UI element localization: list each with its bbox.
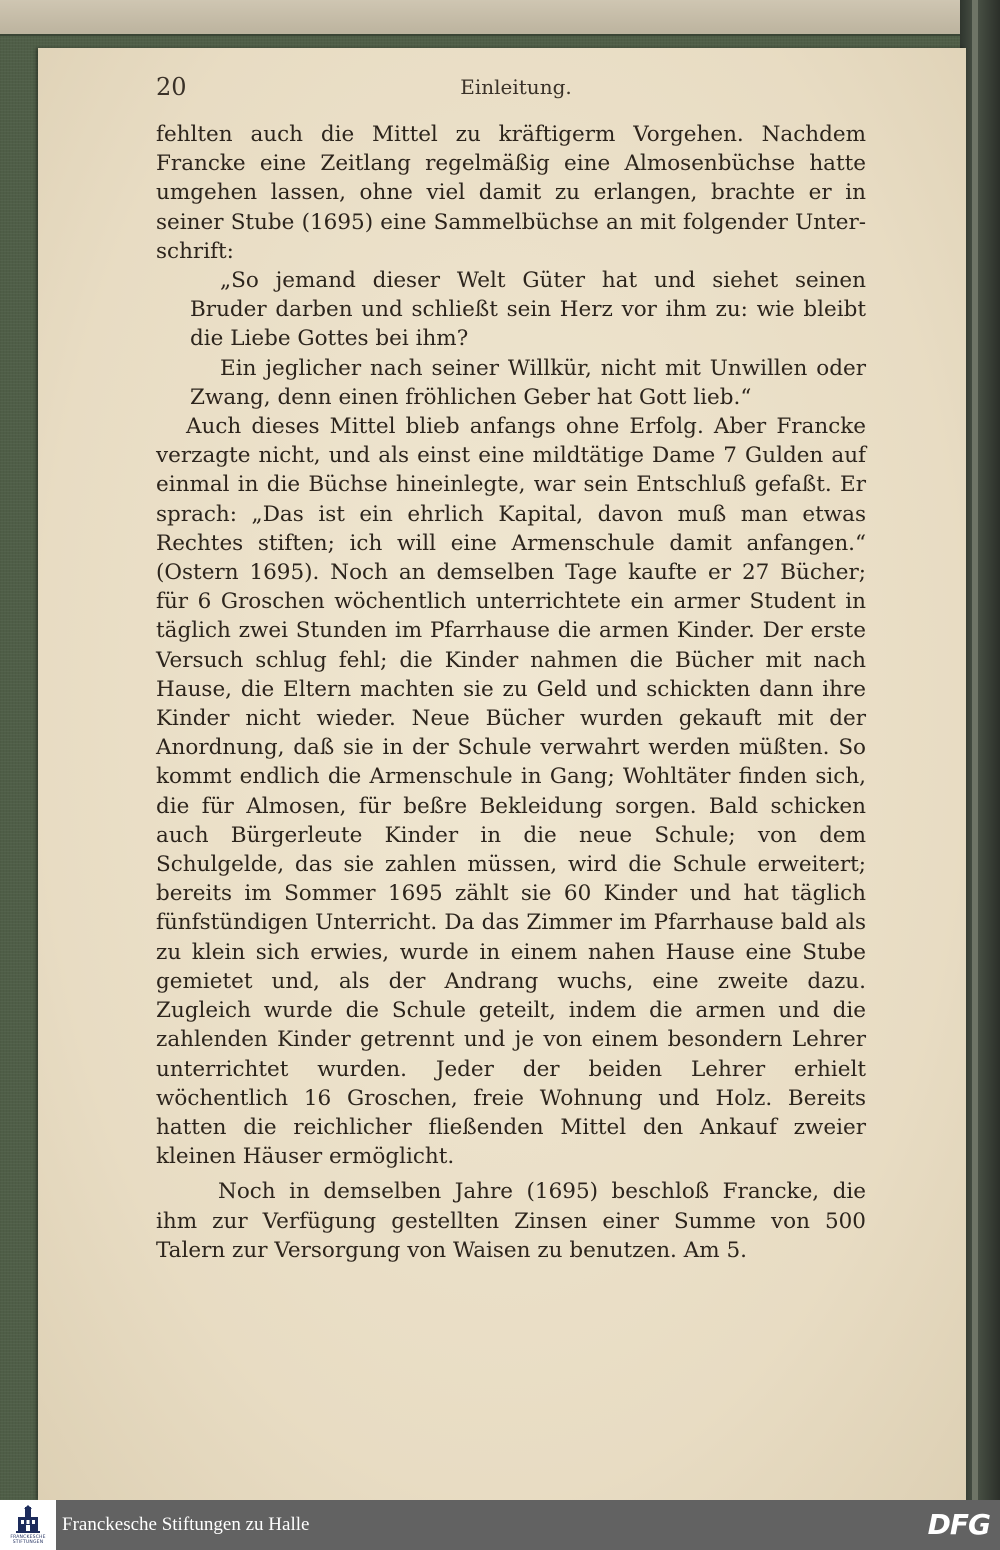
quote-paragraph: Ein jeglicher nach seiner Willkür, nicht mit Unwillen oder Zwang, denn einen fröhlichen Geber hat Gott lieb.“ — [190, 355, 866, 410]
quotation — [156, 266, 866, 412]
page-number: 20 — [156, 73, 187, 101]
scan-right-edge — [960, 0, 1000, 1500]
paragraph: fehlten auch die Mittel zu kräftigerm Vorgehen. Nachdem Francke eine Zeitlang regelmäßig eine Almosenbüchse hatte umgehen lassen, ohne viel damit zu erlangen, brachte er in seiner Stube (1695) eine Sammelbüchse an mit folgender Unterschrift: — [156, 122, 866, 264]
paragraph: Noch in demselben Jahre (1695) beschloß Francke, die ihm zur Verfügung gestellten Zinsen einer Summe von 500 Talern zur Versorgung von Waisen zu benutzen. Am 5. — [156, 1179, 866, 1263]
viewer-footer — [0, 1500, 1000, 1550]
page-header — [156, 70, 866, 104]
quote-paragraph: „So jemand dieser Welt Güter hat und siehet seinen Bruder darben und schließt sein Herz vor ihm zu: wie bleibt die Liebe Gottes bei ihm? — [190, 268, 866, 352]
institution-logo[interactable] — [0, 1500, 56, 1550]
institution-name[interactable]: Franckesche Stiftungen zu Halle — [62, 1514, 310, 1535]
paragraph: Auch dieses Mittel blieb anfangs ohne Erfolg. Aber Francke verzagte nicht, und als einst eine mildtätige Dame 7 Gulden auf einmal in die Büchse hineinlegte, war sein Entschluß gefaßt. Er sprach: „Das ist ein ehrlich Kapital, davon muß man etwas Rechtes stiften; ich will eine Armenschule damit anfangen.“ (Ostern 1695). Noch an demselben Tage kaufte er 27 Bücher; für 6 Groschen wöchentlich unterrichtete ein armer Student in täglich zwei Stunden im Pfarrhause die armen Kinder. Der erste Versuch schlug fehl; die Kinder nahmen die Bücher mit nach Hause, die Eltern machten sie zu Geld und schickten dann ihre Kinder nicht wieder. Neue Bücher wurden gekauft mit der Anordnung, daß sie in der Schule verwahrt werden müßten. So kommt endlich die Armenschule in Gang; Wohltäter finden sich, die für Almosen, für beßre Bekleidung sorgen. Bald schicken auch Bürgerleute Kinder in die neue Schule; von dem Schulgelde, das sie zahlen müssen, wird die Schule erweitert; bereits im Sommer 1695 zählt sie 60 Kinder und hat täglich fünfstündigen Unterricht. Da das Zimmer im Pfarrhause bald als zu klein sich erwies, wurde in einem nahen Hause eine Stube gemietet und, als der Andrang wuchs, eine zweite dazu. Zugleich wurde die Schule geteilt, indem die armen und die zahlenden Kinder getrennt und je von einem besondern Lehrer unterrichtet wurden. Jeder der beiden Lehrer erhielt wöchentlich 16 Groschen, freie Wohnung und Holz. Bereits hatten die reichlicher fließenden Mittel den Ankauf zweier kleinen Häuser ermöglicht. — [156, 414, 866, 1170]
logo-text: FRANCKESCHE STIFTUNGEN — [10, 1535, 46, 1545]
franckesche-stiftungen-logo-icon — [15, 1505, 41, 1535]
page-body — [156, 120, 866, 1265]
running-title: Einleitung. — [460, 75, 572, 99]
dfg-logo[interactable]: DFG — [927, 1508, 990, 1541]
scan-right-strip — [972, 0, 978, 1500]
